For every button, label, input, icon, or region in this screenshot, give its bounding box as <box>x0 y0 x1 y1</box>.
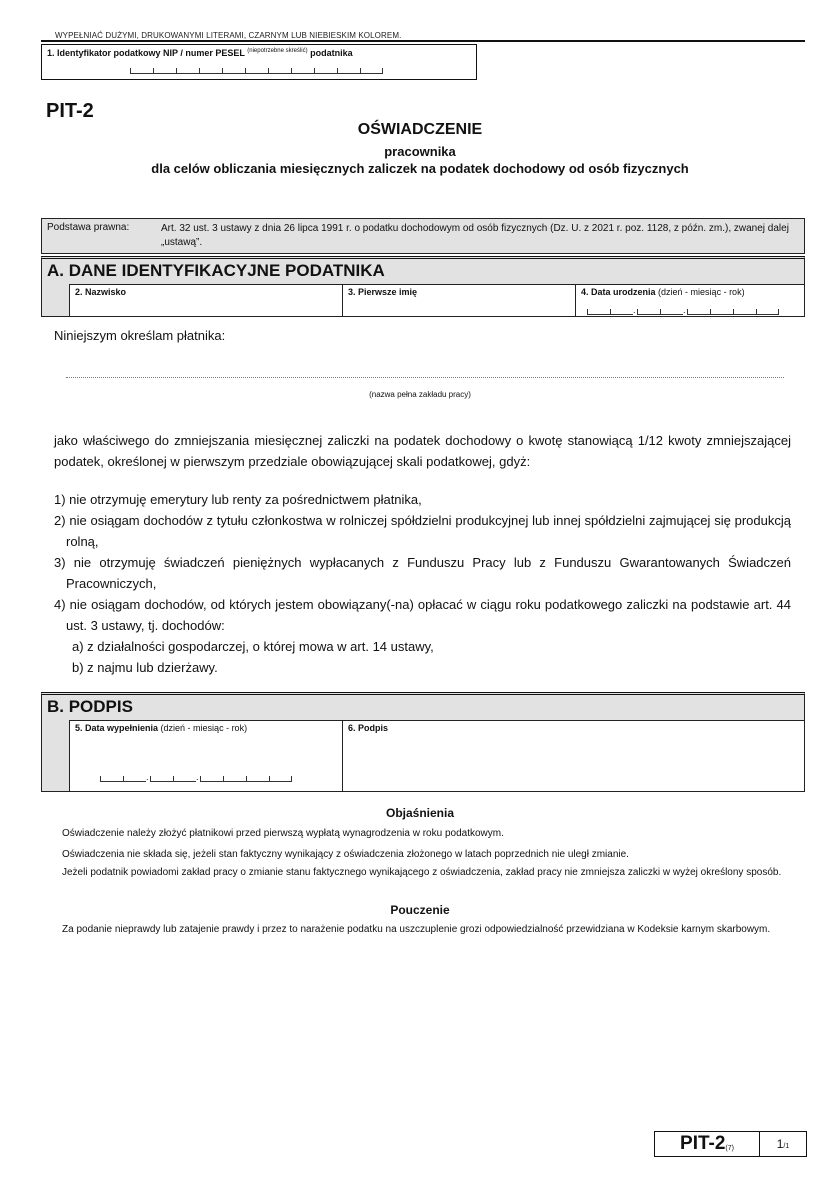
condition-item: 1) nie otrzymuję emerytury lub renty za pośrednictwem płatnika, <box>54 492 422 507</box>
explanation-paragraph: Jeżeli podatnik powiadomi zakład pracy o zmianie stanu faktycznego wynikającego z oświadczenia, zakład pracy nie zmniejsza zaliczki w wyżej określony sposób. <box>62 867 782 878</box>
page-subtitle-purpose: dla celów obliczania miesięcznych zaliczek na podatek dochodowy od osób fizycznych <box>151 161 689 176</box>
first-name-label: 3. Pierwsze imię <box>348 287 418 297</box>
page-title: OŚWIADCZENIE <box>357 121 483 138</box>
footer-page-total: /1 <box>783 1143 790 1150</box>
legal-basis-label: Podstawa prawna: <box>47 222 130 233</box>
conditions-list <box>54 489 791 678</box>
instruction-text: Za podanie nieprawdy lub zatajenie prawdy i przez to narażenie podatku na uszczuplenie grozi odpowiedzialność przewidziana w Kodeksie karnym skarbowym. <box>62 924 771 935</box>
birth-date-field[interactable] <box>576 285 805 317</box>
nip-pesel-label <box>47 48 353 58</box>
signature-label: 6. Podpis <box>348 723 389 733</box>
explanation-paragraph: Oświadczenia nie składa się, jeżeli stan faktyczny wynikający z oświadczenia złożonego w latach poprzednich nie uległ zmianie. <box>62 849 629 860</box>
section-a-fields <box>69 284 805 317</box>
nip-label-text: 1. Identyfikator podatkowy NIP / numer PESEL <box>47 48 245 58</box>
nip-hint: (niepotrzebne skreślić) <box>247 48 308 54</box>
employer-name-input[interactable] <box>66 376 784 378</box>
footer-form-id <box>654 1131 807 1157</box>
footer-version: (7) <box>725 1145 734 1152</box>
surname-field[interactable] <box>70 285 343 317</box>
fill-date-comb[interactable] <box>100 776 292 782</box>
employer-intro: Niniejszym określam płatnika: <box>54 328 226 343</box>
birth-date-label <box>581 287 745 297</box>
section-a-title: A. DANE IDENTYFIKACYJNE PODATNIKA <box>47 261 385 280</box>
surname-label: 2. Nazwisko <box>75 287 127 297</box>
footer-page <box>760 1132 806 1156</box>
form-code: PIT-2 <box>46 100 94 122</box>
page-subtitle: pracownika <box>384 144 456 159</box>
explanation-paragraph: Oświadczenie należy złożyć płatnikowi przed pierwszą wypłatą wynagrodzenia w roku podatkowym. <box>62 828 504 839</box>
legal-basis <box>41 218 805 254</box>
fill-date-label <box>75 723 247 733</box>
nip-digit-comb[interactable] <box>130 68 383 74</box>
footer-page-number: 1 <box>776 1137 784 1151</box>
fill-instruction: WYPEŁNIAĆ DUŻYMI, DRUKOWANYMI LITERAMI, CZARNYM LUB NIEBIESKIM KOLOREM. <box>55 31 402 40</box>
fill-date-field[interactable] <box>70 721 343 792</box>
section-b <box>41 692 805 792</box>
section-b-title: B. PODPIS <box>47 697 133 716</box>
footer-code-text: PIT-2 <box>680 1133 726 1154</box>
explanations-title: Objaśnienia <box>385 806 455 820</box>
legal-basis-text: Art. 32 ust. 3 ustawy z dnia 26 lipca 1991 r. o podatku dochodowym od osób fizycznych (Dz. U. z 2021 r. poz. 1128, z późn. zm.), zwanej dalej „ustawą”. <box>161 223 789 248</box>
fill-date-hint: (dzień - miesiąc - rok) <box>160 723 248 733</box>
nip-label-suffix: podatnika <box>310 48 353 58</box>
employer-name-caption: (nazwa pełna zakładu pracy) <box>369 390 471 399</box>
condition-subitem: b) z najmu lub dzierżawy. <box>72 660 218 675</box>
first-name-field[interactable] <box>343 285 576 317</box>
birth-date-label-text: 4. Data urodzenia <box>581 287 656 297</box>
footer-code <box>655 1132 760 1156</box>
main-paragraph: jako właściwego do zmniejszania miesięcznej zaliczki na podatek dochodowy o kwotę stanowiącą 1/12 kwoty zmniejszającej podatek, określonej w pierwszym przedziale obowiązującej skali podatkowej, gdyż: <box>54 433 791 469</box>
birth-date-hint: (dzień - miesiąc - rok) <box>658 287 745 297</box>
condition-item: 3) nie otrzymuję świadczeń pieniężnych wypłacanych z Funduszu Pracy lub z Funduszu Gwarantowanych Świadczeń Pracowniczych, <box>54 555 791 591</box>
fill-date-label-text: 5. Data wypełnienia <box>75 723 159 733</box>
condition-item: 2) nie osiągam dochodów z tytułu członkostwa w rolniczej spółdzielni produkcyjnej lub innej spółdzielni zajmującej się produkcją rolną, <box>54 513 791 549</box>
condition-subitem: a) z działalności gospodarczej, o której mowa w art. 14 ustawy, <box>72 639 434 654</box>
section-b-fields <box>69 720 805 792</box>
nip-pesel-field[interactable] <box>41 44 477 80</box>
top-divider <box>41 40 805 42</box>
birth-date-comb[interactable] <box>587 309 779 315</box>
condition-item: 4) nie osiągam dochodów, od których jestem obowiązany(-na) opłacać w ciągu roku podatkowego zaliczki na podstawie art. 44 ust. 3 ustawy, tj. dochodów: <box>54 597 791 633</box>
instruction-title: Pouczenie <box>390 903 450 917</box>
signature-field[interactable] <box>343 721 805 792</box>
section-a <box>41 256 805 317</box>
